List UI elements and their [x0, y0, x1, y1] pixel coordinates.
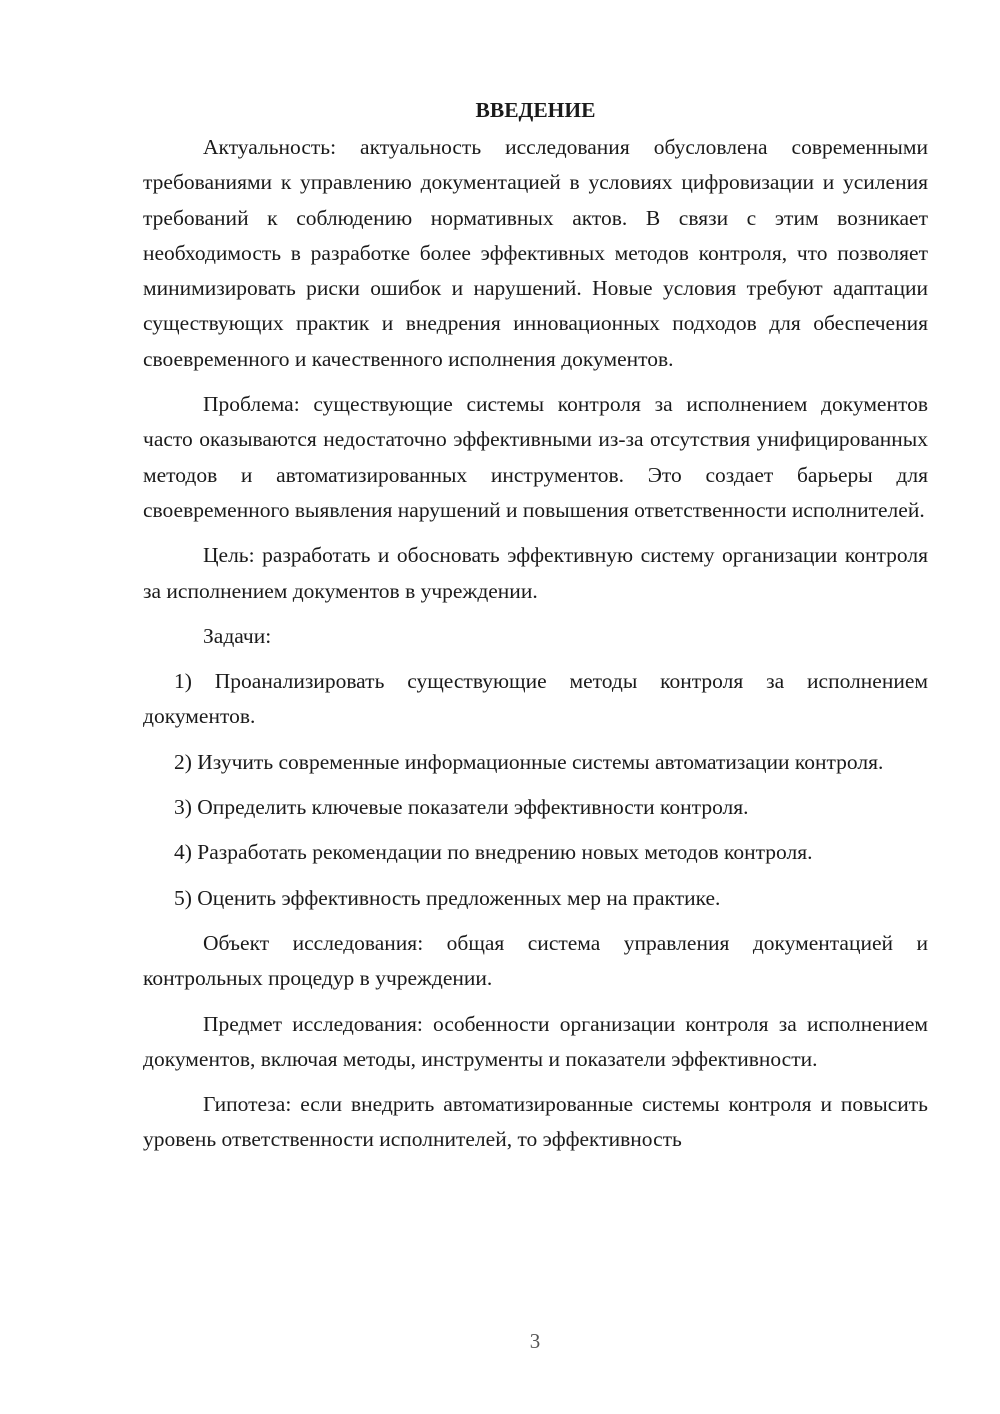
document-page	[143, 92, 928, 1168]
paragraph-relevance: Актуальность: актуальность исследования обусловлена современными требованиями к управлению документацией в условиях цифровизации и усиления требований к соблюдению нормативных актов. В связи с этим возникает необходимость в разработке более эффективных методов контроля, что позволяет минимизировать риски ошибок и нарушений. Новые условия требуют адаптации существующих практик и внедрения инновационных подходов для обеспечения своевременного и качественного исполнения документов.	[143, 135, 928, 371]
task-item-4: 4) Разработать рекомендации по внедрению новых методов контроля.	[174, 840, 813, 865]
task-item-3: 3) Определить ключевые показатели эффективности контроля.	[174, 795, 749, 820]
tasks-label: Задачи:	[203, 623, 272, 648]
paragraph-subject: Предмет исследования: особенности организации контроля за исполнением документов, включая методы, инструменты и показатели эффективности.	[143, 1011, 928, 1071]
task-item-5: 5) Оценить эффективность предложенных мер на практике.	[174, 885, 721, 910]
section-heading: ВВЕДЕНИЕ	[475, 98, 596, 122]
task-item-2: 2) Изучить современные информационные системы автоматизации контроля.	[174, 749, 884, 774]
paragraph-goal: Цель: разработать и обосновать эффективную систему организации контроля за исполнением документов в учреждении.	[143, 543, 928, 603]
task-item-1: 1) Проанализировать существующие методы контроля за исполнением документов.	[143, 669, 928, 729]
page-number: 3	[529, 1329, 541, 1353]
paragraph-hypothesis: Гипотеза: если внедрить автоматизированные системы контроля и повысить уровень ответственности исполнителей, то эффективность	[143, 1092, 928, 1152]
paragraph-problem: Проблема: существующие системы контроля за исполнением документов часто оказываются недостаточно эффективными из-за отсутствия унифицированных методов и автоматизированных инструментов. Это создает барьеры для своевременного выявления нарушений и повышения ответственности исполнителей.	[143, 392, 928, 522]
paragraph-object: Объект исследования: общая система управления документацией и контрольных процедур в учреждении.	[143, 930, 928, 991]
